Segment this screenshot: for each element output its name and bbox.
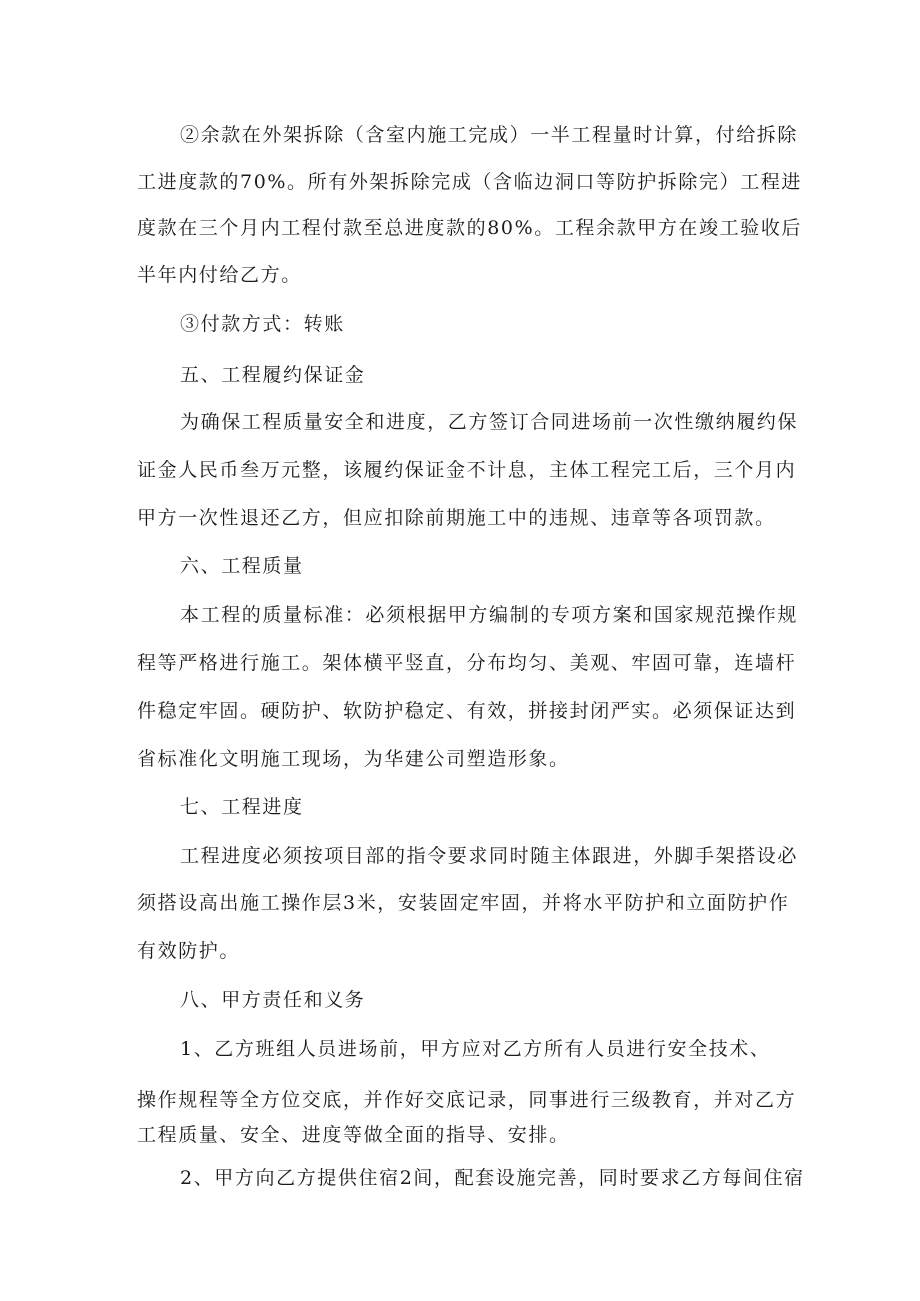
paragraph-line: 程等严格进行施工。架体横平竖直，分布均匀、美观、牢固可靠，连墙杆 [137, 652, 797, 674]
section-heading: 五、工程履约保证金 [180, 364, 366, 386]
paragraph-line: 省标准化文明施工现场，为华建公司塑造形象。 [137, 748, 570, 770]
paragraph-line: 工程质量、安全、进度等做全面的指导、安排。 [137, 1124, 570, 1146]
paragraph-line: 甲方一次性退还乙方，但应扣除前期施工中的违规、违章等各项罚款。 [137, 507, 776, 529]
paragraph-line: 本工程的质量标准：必须根据甲方编制的专项方案和国家规范操作规 [180, 604, 799, 626]
paragraph-line: 件稳定牢固。硬防护、软防护稳定、有效，拼接封闭严实。必须保证达到 [137, 700, 797, 722]
paragraph-line: 证金人民币叁万元整，该履约保证金不计息，主体工程完工后，三个月内 [137, 459, 797, 481]
paragraph-line: 操作规程等全方位交底，并作好交底记录，同事进行三级教育，并对乙方 [137, 1089, 797, 1111]
paragraph-line: 2、甲方向乙方提供住宿2间，配套设施完善，同时要求乙方每间住宿 [180, 1167, 805, 1189]
paragraph-line: 须搭设高出施工操作层3米，安装固定牢固，并将水平防护和立面防护作 [137, 892, 790, 914]
paragraph-line: 度款在三个月内工程付款至总进度款的80%。工程余款甲方在竣工验收后 [137, 217, 803, 239]
paragraph-line: 半年内付给乙方。 [137, 264, 302, 286]
paragraph-line: 1、乙方班组人员进场前，甲方应对乙方所有人员进行安全技术、 [180, 1038, 771, 1060]
section-heading: 八、甲方责任和义务 [180, 989, 366, 1011]
paragraph-line: ③付款方式：转账 [180, 313, 345, 335]
section-heading: 七、工程进度 [180, 796, 304, 818]
section-heading: 六、工程质量 [180, 555, 304, 577]
paragraph-line: 工程进度必须按项目部的指令要求同时随主体跟进，外脚手架搭设必 [180, 845, 799, 867]
paragraph-line: 工进度款的70%。所有外架拆除完成（含临边洞口等防护拆除完）工程进 [137, 171, 803, 193]
paragraph-line: 有效防护。 [137, 940, 241, 962]
paragraph-line: 为确保工程质量安全和进度，乙方签订合同进场前一次性缴纳履约保 [180, 411, 799, 433]
paragraph-line: ②余款在外架拆除（含室内施工完成）一半工程量时计算，付给拆除 [180, 124, 799, 146]
